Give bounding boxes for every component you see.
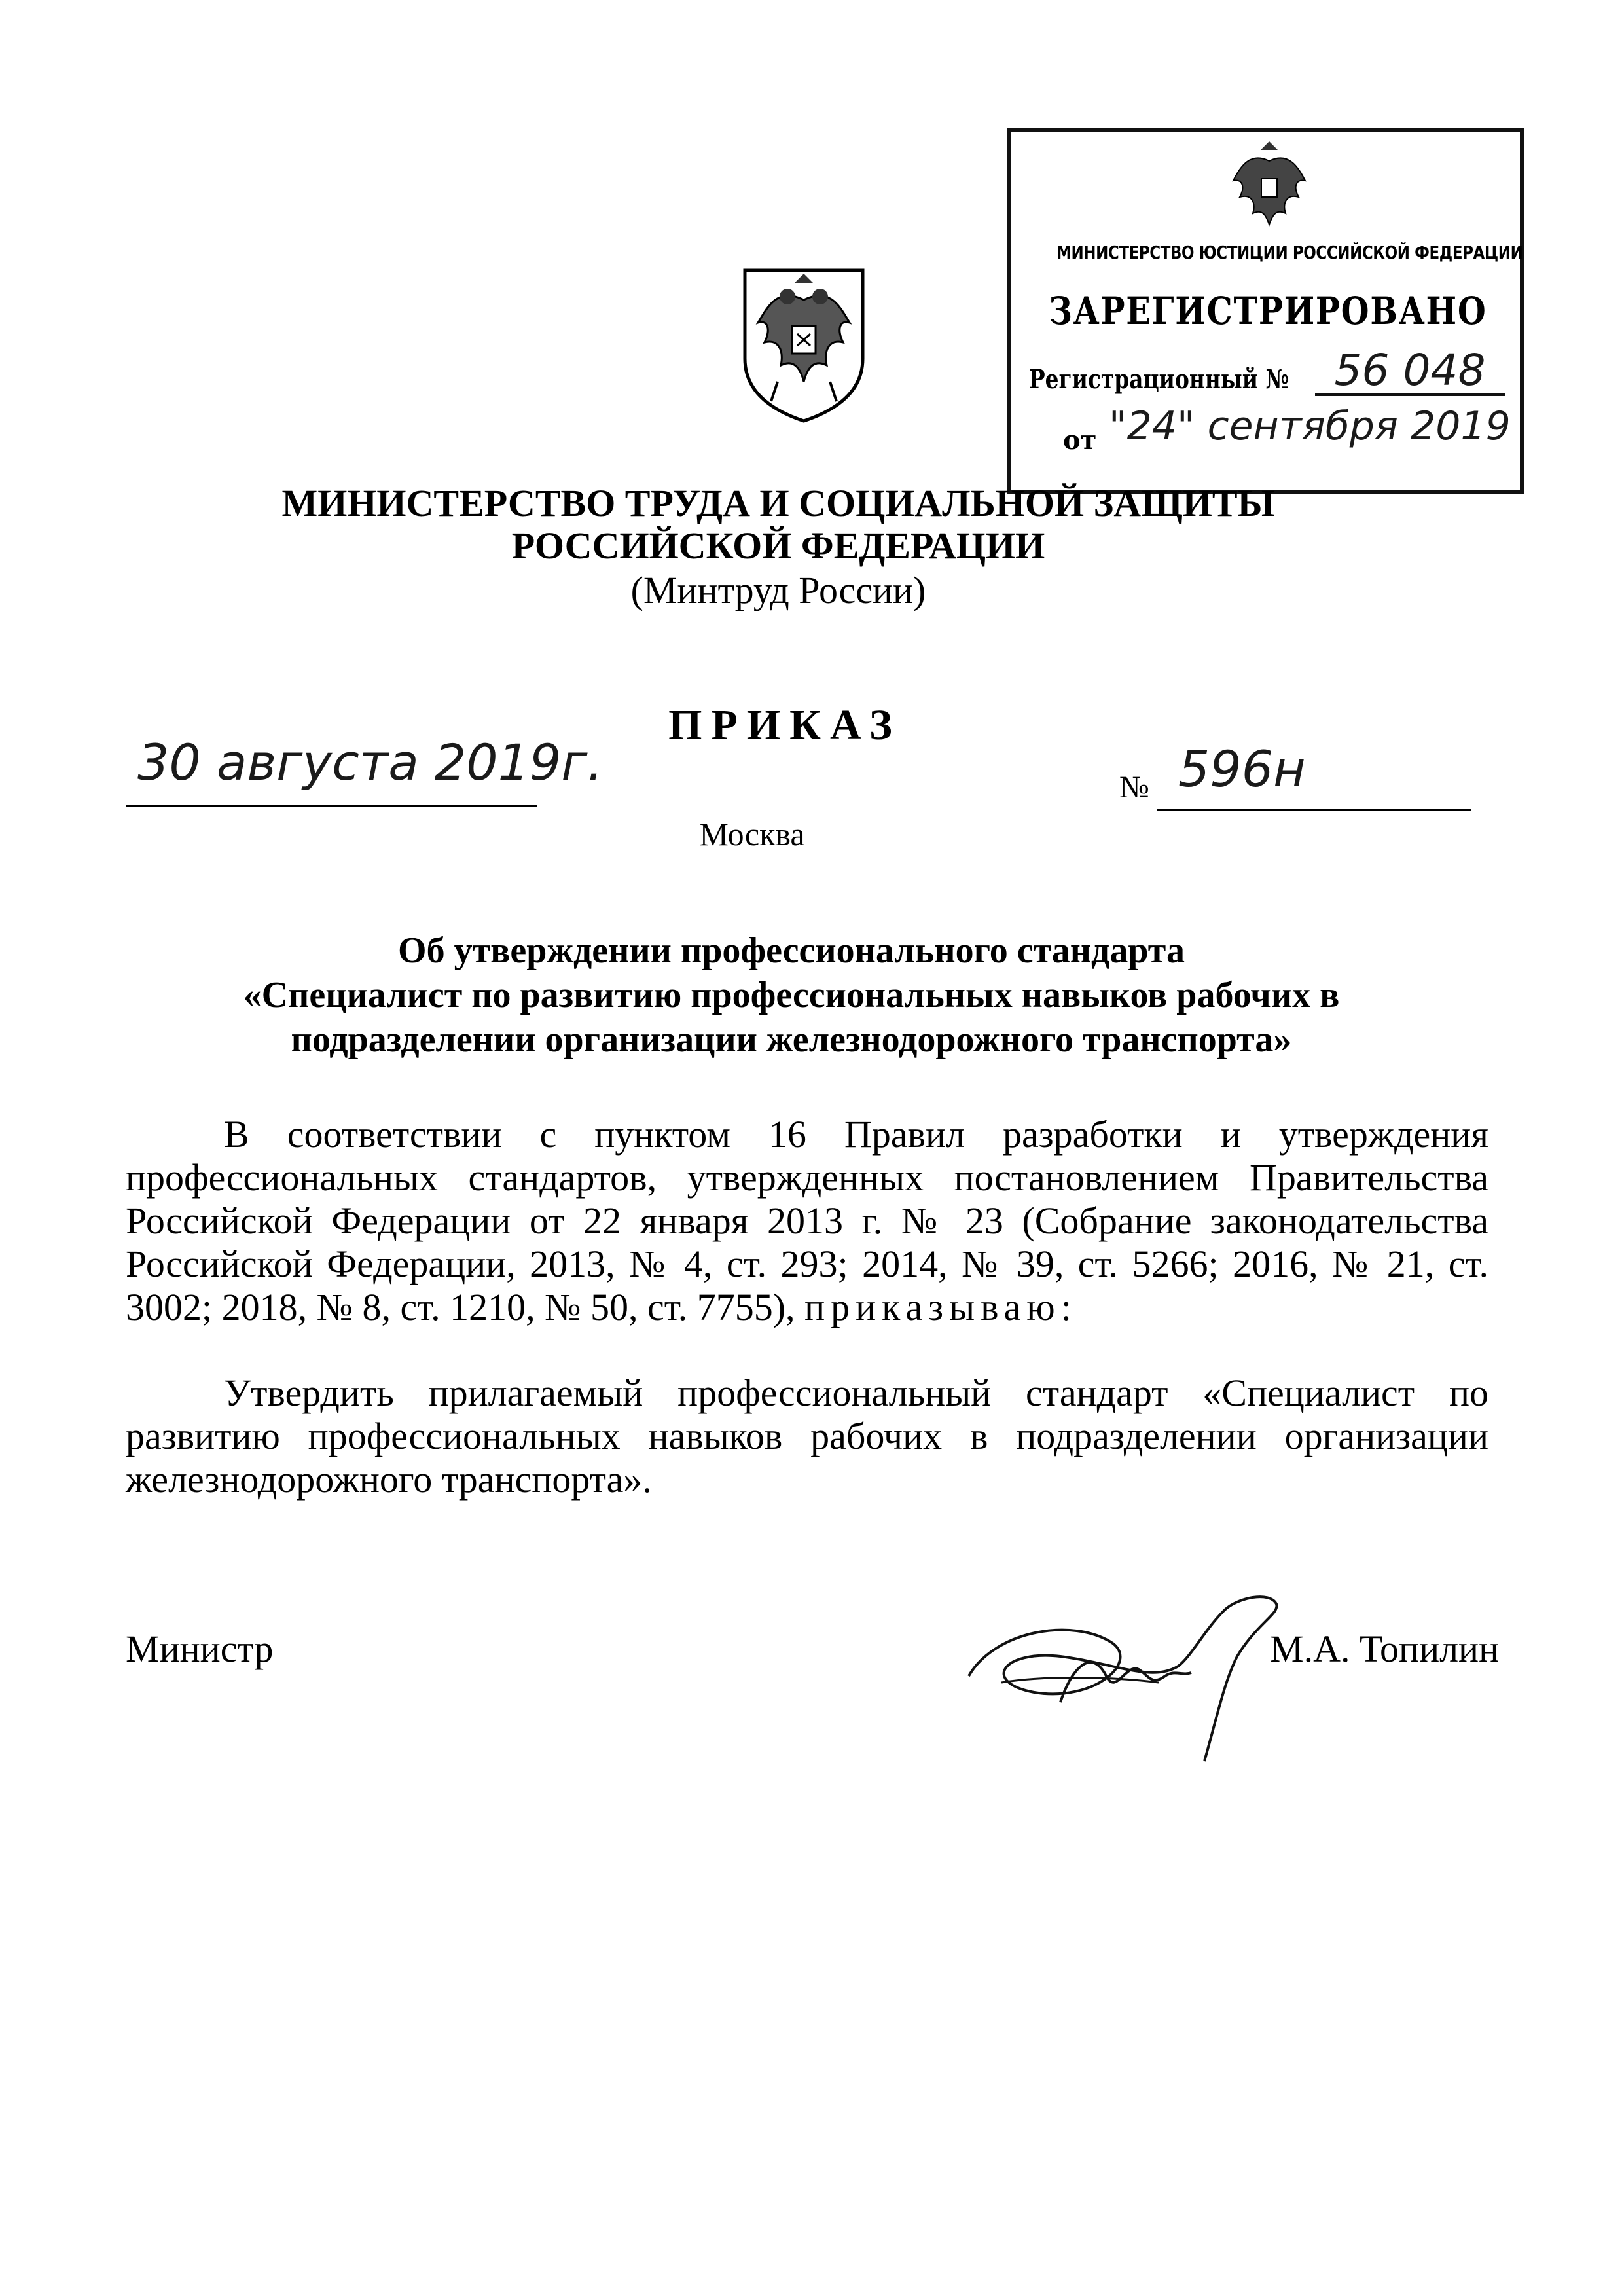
body-paragraph-decision: Утвердить прилагаемый профессиональный стандарт «Специалист по развитию профессиональных навыков рабочих в подразделении организации железнодорожного транспорта».	[126, 1372, 1488, 1501]
order-word: приказываю:	[804, 1286, 1077, 1328]
legal-basis-text: В соответствии с пунктом 16 Правил разработки и утверждения профессиональных стандартов, утвержденных постановлением Правительства Российской Федерации от 22 января 2013 г. № 23 (Собрание законодательства Российской Федерации, 2013, № 4, ст. 293; 2014, № 39, ст. 5266; 2016, № 21, ст. 3002; 2018, № 8, ст. 1210, № 50, ст. 7755),	[126, 1113, 1488, 1328]
stamp-ministry-label: МИНИСТЕРСТВО ЮСТИЦИИ РОССИЙСКОЙ ФЕДЕРАЦИИ	[1056, 242, 1523, 263]
order-title: ПРИКАЗ	[668, 701, 901, 749]
stamp-registration-date: "24" сентября 2019	[1109, 403, 1511, 449]
registration-stamp	[1007, 128, 1524, 494]
ministry-name-line2: РОССИЙСКОЙ ФЕДЕРАЦИИ	[511, 524, 1045, 567]
ministry-name-line1: МИНИСТЕРСТВО ТРУДА И СОЦИАЛЬНОЙ ЗАЩИТЫ	[281, 482, 1275, 524]
double-headed-eagle-icon	[732, 261, 876, 424]
stamp-date-prefix: от	[1063, 425, 1097, 456]
date-underline	[126, 805, 537, 807]
number-sign: №	[1119, 770, 1149, 805]
handwritten-signature	[943, 1552, 1309, 1768]
stamp-eagle-icon	[1227, 138, 1312, 230]
stamp-registration-number: 56 048	[1315, 348, 1505, 396]
subject-line: Об утверждении профессионального стандарта	[398, 930, 1185, 971]
number-underline	[1157, 809, 1471, 811]
city: Москва	[699, 816, 805, 852]
body-paragraph-legal-basis	[126, 1113, 1488, 1329]
stamp-registration-label: Регистрационный №	[1029, 364, 1289, 395]
subject-line: подразделении организации железнодорожного транспорта»	[291, 1019, 1292, 1060]
ministry-short-name: (Минтруд России)	[630, 569, 926, 611]
signer-title: Министр	[126, 1628, 274, 1670]
order-date: 30 августа 2019г.	[137, 733, 604, 792]
order-number: 596н	[1178, 740, 1306, 798]
coat-of-arms-emblem	[732, 261, 876, 424]
subject-line: «Специалист по развитию профессиональных навыков рабочих в	[243, 975, 1340, 1015]
stamp-registered-label: ЗАРЕГИСТРИРОВАНО	[1049, 289, 1487, 333]
signer-name: М.А. Топилин	[1270, 1628, 1500, 1670]
